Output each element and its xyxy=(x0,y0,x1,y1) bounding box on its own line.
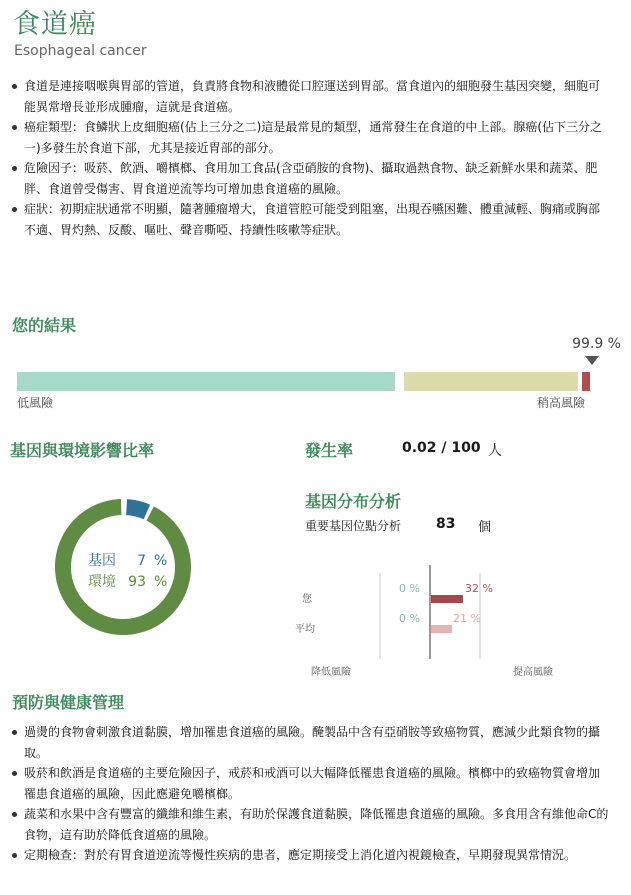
intro-item-symptoms: 症狀：初期症狀通常不明顯，隨著腫瘤增大，食道管腔可能受到阻塞，出現吞嚥困難、體重減輕、胸痛或胸部不適、胃灼熱、反酸、嘔吐、聲音嘶啞、持續性咳嗽等症狀。 xyxy=(10,199,610,240)
page-subtitle: Esophageal cancer xyxy=(14,43,147,59)
incidence-unit: 人 xyxy=(488,443,502,459)
donut-environment-legend xyxy=(88,571,167,591)
distribution-row-average-increase-bar xyxy=(431,625,452,633)
distribution-row-average-label: 平均 xyxy=(295,624,315,635)
risk-bar-high-segment xyxy=(582,372,590,391)
intro-item-risk-factors: 危險因子：吸菸、飲酒、嚼檳榔、食用加工食品(含亞硝胺的食物)、攝取過熱食物、缺乏新鮮水果和蔬菜、肥胖、食道曾受傷害、胃食道逆流等均可增加患食道癌的風險。 xyxy=(10,158,610,199)
risk-bar-mid-segment xyxy=(404,372,578,391)
result-heading: 您的結果 xyxy=(12,316,77,335)
risk-bar-low-segment xyxy=(17,372,395,391)
donut-environment-pct-sign: % xyxy=(154,574,168,590)
prevention-item-food: 過燙的食物會刺激食道黏膜，增加罹患食道癌的風險。醃製品中含有亞硝胺等致癌物質，應減少此類食物的攝取。 xyxy=(10,722,610,763)
risk-low-label: 低風險 xyxy=(17,396,54,410)
distribution-row-you-increase-label: 32 % xyxy=(465,582,493,595)
distribution-row-average-increase-label: 21 % xyxy=(453,612,481,625)
gene-distribution-chart xyxy=(290,565,590,685)
percentile-label: 99.9 % xyxy=(572,336,621,352)
donut-environment-value: 93 xyxy=(128,574,146,590)
page-title: 食道癌 xyxy=(13,9,97,40)
distribution-row-average-decrease-label: 0 % xyxy=(399,612,420,625)
distribution-axis-left-label: 降低風險 xyxy=(311,667,351,678)
incidence-value: 0.02 / 100 xyxy=(402,440,481,456)
loci-count: 83 xyxy=(436,516,456,532)
distribution-axis-right-label: 提高風險 xyxy=(513,667,553,678)
prevention-item-checkup: 定期檢查：對於有胃食道逆流等慢性疾病的患者，應定期接受上消化道內視鏡檢查，早期發現異常情況。 xyxy=(10,845,610,866)
incidence-heading: 發生率 xyxy=(305,441,354,460)
donut-gene-legend xyxy=(88,550,167,570)
donut-environment-label: 環境 xyxy=(88,574,116,590)
distribution-row-you-increase-bar xyxy=(431,595,463,603)
donut-gene-slice xyxy=(126,499,150,519)
percentile-marker-icon xyxy=(585,356,599,365)
intro-list xyxy=(10,76,610,240)
prevention-heading: 預防與健康管理 xyxy=(12,693,125,712)
donut-gene-pct-sign: % xyxy=(154,553,168,569)
distribution-heading: 基因分布分析 xyxy=(305,492,402,511)
intro-item-types: 癌症類型：食鱗狀上皮細胞癌(佔上三分之二)這是最常見的類型，通常發生在食道的中上部。腺癌(佔下三分之一)多發生於食道下部，尤其是接近胃部的部分。 xyxy=(10,117,610,158)
prevention-list xyxy=(10,722,610,866)
prevention-item-smoking-drinking: 吸菸和飲酒是食道癌的主要危險因子，戒菸和戒酒可以大幅降低罹患食道癌的風險。檳榔中的致癌物質會增加罹患食道癌的風險，因此應避免嚼檳榔。 xyxy=(10,763,610,804)
influence-heading: 基因與環境影響比率 xyxy=(10,441,155,460)
donut-gene-value: 7 xyxy=(137,553,146,569)
distribution-row-you-label: 您 xyxy=(302,594,312,605)
donut-gene-label: 基因 xyxy=(88,553,116,569)
distribution-row-you-decrease-label: 0 % xyxy=(399,582,420,595)
risk-high-label: 稍高風險 xyxy=(537,396,586,410)
prevention-item-vegetables: 蔬菜和水果中含有豐富的纖維和維生素，有助於保護食道黏膜，降低罹患食道癌的風險。多食用含有維他命C的食物，這有助於降低食道癌的風險。 xyxy=(10,804,610,845)
loci-unit: 個 xyxy=(478,520,492,535)
loci-label: 重要基因位點分析 xyxy=(305,519,402,533)
intro-item-overview: 食道是連接咽喉與胃部的管道，負責將食物和液體從口腔運送到胃部。當食道內的細胞發生基因突變，細胞可能異常增長並形成腫瘤，這就是食道癌。 xyxy=(10,76,610,117)
